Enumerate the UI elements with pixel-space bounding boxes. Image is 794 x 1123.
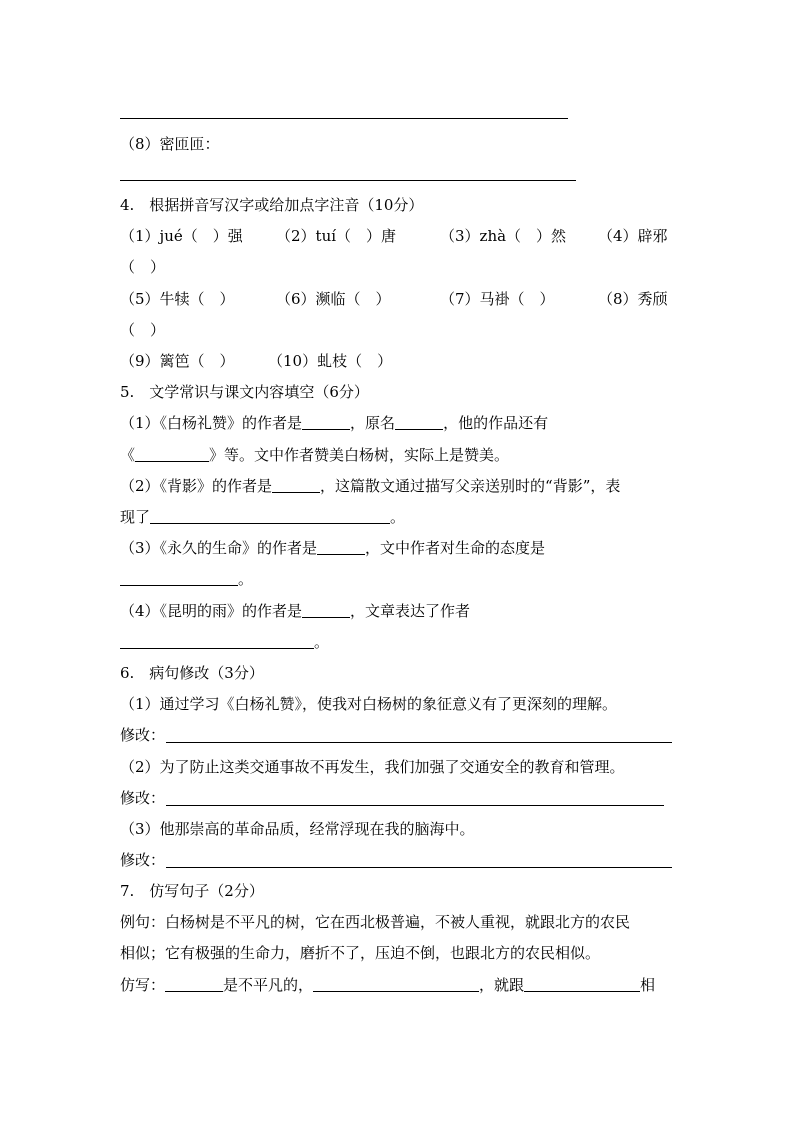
q4-heading: 4. 根据拼音写汉字或给加点字注音（10分）: [120, 196, 424, 214]
q4-item-5: （5）牛犊（ ）: [120, 290, 235, 308]
fill-blank[interactable]: [524, 976, 640, 992]
fill-blank[interactable]: [313, 976, 479, 992]
fill-blank[interactable]: [272, 477, 320, 493]
q4-item-10: （10）虬枝（ ）: [268, 352, 393, 370]
q4-item-8: （8）秀颀: [598, 290, 668, 308]
fill-blank[interactable]: [165, 976, 223, 992]
q4-item-7: （7）马褂（ ）: [440, 290, 555, 308]
q6-sentence-3: （3）他那崇高的革命品质，经常浮现在我的脑海中。: [120, 820, 475, 838]
q5-line-3: （2）《背影》的作者是 ，这篇散文通过描写父亲送别时的“背影”，表: [120, 477, 621, 495]
q4-item-4: （4）辟邪: [598, 227, 668, 245]
fill-blank[interactable]: [395, 414, 443, 430]
answer-line: [120, 180, 576, 181]
q6-fix-line-2[interactable]: [166, 805, 664, 806]
q5-line-4: 现了 。: [120, 508, 406, 526]
q5-line-6: 。: [120, 569, 253, 589]
q6-fix-label-3: 修改：: [120, 851, 166, 869]
q4-item-2: （2）tuí（ ）唐: [276, 227, 397, 245]
fill-blank[interactable]: [302, 414, 350, 430]
q4-item-4-blank: （ ）: [120, 258, 166, 276]
q4-item-8-blank: （ ）: [120, 321, 166, 339]
q6-fix-line-3[interactable]: [166, 867, 672, 868]
q5-line-2: 《 》等。文中作者赞美白杨树，实际上是赞美。: [120, 446, 510, 464]
q6-fix-label-1: 修改：: [120, 726, 166, 744]
q3-item-8: （8）密匝匝：: [120, 135, 220, 153]
q7-example-2: 相似；它有极强的生命力，磨折不了，压迫不倒，也跟北方的农民相似。: [120, 944, 601, 962]
fill-blank[interactable]: [150, 508, 390, 524]
q4-item-9: （9）篱笆（ ）: [120, 352, 235, 370]
q5-heading: 5. 文学常识与课文内容填空（6分）: [120, 383, 369, 401]
q7-example-1: 例句：白杨树是不平凡的树，它在西北极普遍，不被人重视，就跟北方的农民: [120, 913, 631, 931]
q6-fix-line-1[interactable]: [166, 742, 672, 743]
q6-heading: 6. 病句修改（3分）: [120, 664, 264, 682]
q5-line-8: 。: [120, 632, 329, 652]
q6-fix-label-2: 修改：: [120, 789, 166, 807]
q5-line-5: （3）《永久的生命》的作者是 ，文中作者对生命的态度是: [120, 539, 546, 557]
q7-write-line: 仿写： 是不平凡的， ，就跟 相: [120, 976, 656, 994]
fill-blank[interactable]: [302, 602, 350, 618]
q6-sentence-1: （1）通过学习《白杨礼赞》，使我对白杨树的象征意义有了更深刻的理解。: [120, 695, 618, 713]
answer-line: [120, 118, 568, 119]
q5-line-1: （1）《白杨礼赞》的作者是 ，原名 ，他的作品还有: [120, 414, 549, 432]
q4-item-6: （6）濒临（ ）: [276, 290, 391, 308]
q5-line-7: （4）《昆明的雨》的作者是 ，文章表达了作者: [120, 602, 471, 620]
fill-blank[interactable]: [317, 539, 365, 555]
fill-blank[interactable]: [135, 446, 209, 462]
fill-blank[interactable]: [120, 570, 238, 586]
fill-blank[interactable]: [120, 633, 314, 649]
q4-item-3: （3）zhà（ ）然: [440, 227, 567, 245]
q6-sentence-2: （2）为了防止这类交通事故不再发生，我们加强了交通安全的教育和管理。: [120, 758, 625, 776]
q4-item-1: （1）jué（ ）强: [120, 227, 243, 245]
q7-heading: 7. 仿写句子（2分）: [120, 882, 264, 900]
